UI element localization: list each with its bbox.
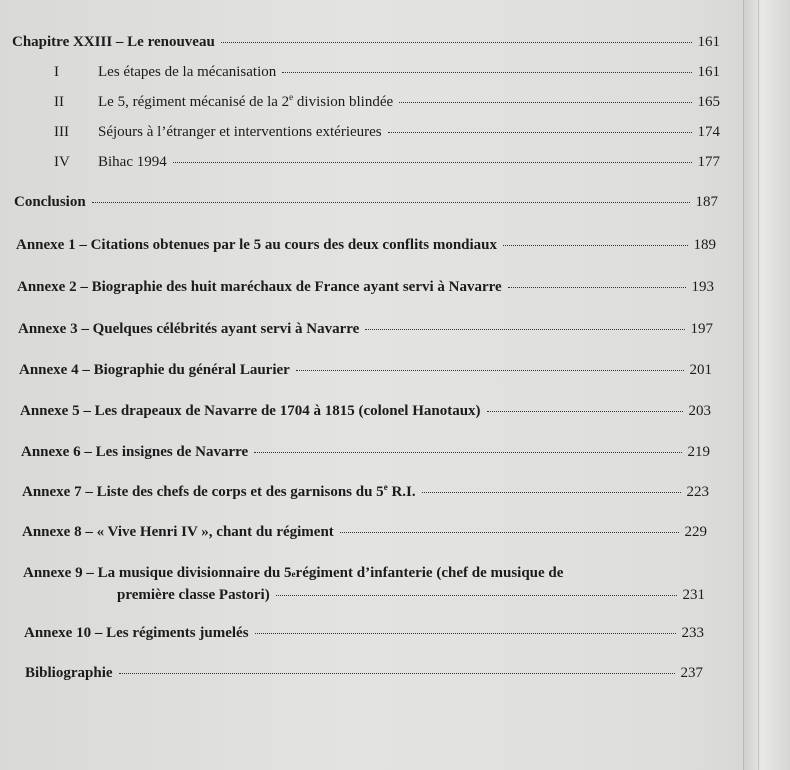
annex-title: Annexe 4 – Biographie du général Laurier (19, 362, 290, 378)
dot-leader (508, 286, 686, 288)
dot-leader (487, 410, 683, 412)
annex-title: Annexe 8 – « Vive Henri IV », chant du régiment (22, 524, 334, 540)
section-title: Le 5, régiment mécanisé de la 2e division blindée (98, 92, 394, 110)
page-number: 229 (684, 524, 707, 540)
annex-title: Annexe 10 – Les régiments jumelés (24, 625, 249, 641)
page-number: 161 (697, 34, 720, 50)
dot-leader (254, 451, 681, 453)
section-number: III (54, 124, 69, 140)
dot-leader (422, 491, 681, 493)
toc-annex-entry (20, 402, 711, 420)
page-number: 161 (697, 64, 720, 80)
bibliography-title: Bibliographie (25, 665, 113, 681)
section-title: Séjours à l’étranger et interventions extérieures (98, 124, 382, 140)
page-number: 174 (697, 124, 720, 140)
dot-leader (503, 244, 687, 246)
page-number: 193 (691, 279, 714, 295)
page-number: 187 (695, 194, 718, 210)
chapter-title: Chapitre XXIII – Le renouveau (12, 34, 215, 50)
toc-annex-entry (23, 563, 705, 605)
toc-chapter-entry (12, 33, 720, 51)
toc-section-entry (54, 153, 720, 171)
dot-leader (221, 41, 692, 43)
toc-annex-entry (19, 361, 712, 379)
section-number: II (54, 94, 64, 110)
toc-section-entry (54, 63, 720, 81)
page-number: 219 (687, 444, 710, 460)
toc-section-entry (54, 123, 720, 141)
annex-title: Annexe 7 – Liste des chefs de corps et des garnisons du 5e R.I. (22, 482, 416, 500)
page-number: 231 (682, 587, 705, 603)
annex-title-line-2: première classe Pastori) (117, 587, 270, 603)
annex-title: Annexe 5 – Les drapeaux de Navarre de 1704 à 1815 (colonel Hanotaux) (20, 403, 481, 419)
section-number: I (54, 64, 59, 80)
page-number: 201 (689, 362, 712, 378)
page-number: 197 (690, 321, 713, 337)
dot-leader (276, 594, 677, 596)
dot-leader (119, 672, 675, 674)
toc-section-entry (54, 93, 720, 111)
page-number: 203 (688, 403, 711, 419)
toc-annex-entry (22, 483, 709, 501)
toc-annex-entry (18, 320, 713, 338)
annex-title: Annexe 3 – Quelques célébrités ayant servi à Navarre (18, 321, 360, 337)
toc-bibliography-entry (25, 664, 703, 682)
section-title: Les étapes de la mécanisation (98, 64, 277, 80)
toc-annex-entry (21, 443, 710, 461)
page-number: 165 (697, 94, 720, 110)
page-number: 177 (697, 154, 720, 170)
toc-annex-entry (24, 624, 704, 642)
page-number: 233 (681, 625, 704, 641)
dot-leader (388, 131, 692, 133)
dot-leader (296, 369, 684, 371)
page-number: 189 (693, 237, 716, 253)
annex-title-line-1: Annexe 9 – La musique divisionnaire du 5 e régiment d’infanterie (chef de musique de (23, 565, 564, 581)
page-number: 237 (680, 665, 703, 681)
dot-leader (282, 71, 691, 73)
dot-leader (173, 161, 692, 163)
annex-title: Annexe 2 – Biographie des huit maréchaux de France ayant servi à Navarre (17, 279, 502, 295)
dot-leader (365, 328, 684, 330)
dot-leader (399, 101, 691, 103)
page-number: 223 (686, 484, 709, 500)
page-edge (743, 0, 790, 770)
dot-leader (340, 531, 679, 533)
annex-title: Annexe 1 – Citations obtenues par le 5 au cours des deux conflits mondiaux (16, 237, 498, 253)
conclusion-title: Conclusion (14, 194, 86, 210)
toc-conclusion-entry (14, 193, 718, 211)
toc-annex-entry (22, 523, 707, 541)
section-title: Bihac 1994 (98, 154, 167, 170)
toc-annex-entry (16, 236, 716, 254)
toc-annex-entry (17, 278, 714, 296)
annex-title: Annexe 6 – Les insignes de Navarre (21, 444, 249, 460)
dot-leader (92, 201, 690, 203)
dot-leader (255, 632, 676, 634)
section-number: IV (54, 154, 70, 170)
